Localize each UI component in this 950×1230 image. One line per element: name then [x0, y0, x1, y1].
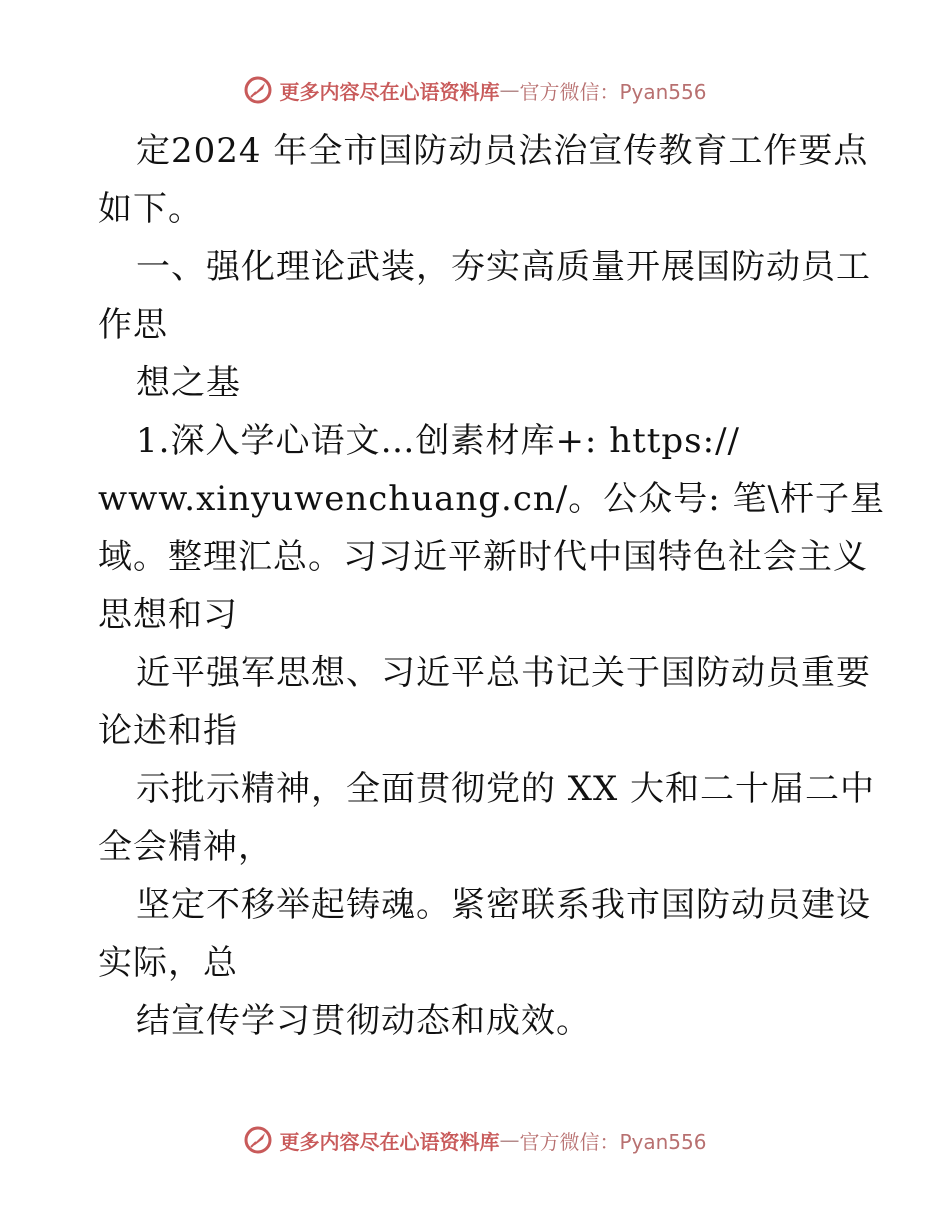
footer-watermark-banner [0, 1120, 950, 1160]
section-heading-line: 一、强化理论武装，夯实高质量开展国防动员工 [136, 247, 871, 287]
banner-separator: — [499, 78, 520, 102]
text-line: 坚定不移举起铸魂。紧密联系我市国防动员建设 [136, 885, 871, 925]
quill-logo-icon [243, 1125, 273, 1155]
quill-logo-icon [243, 75, 273, 105]
text-line: 论述和指 [98, 711, 238, 751]
text-line: 1.深入学心语文…创素材库+: https:// [136, 421, 740, 461]
text-line: 思想和习 [98, 595, 238, 635]
banner-separator: — [499, 1128, 520, 1152]
banner-main-text: 更多内容尽在心语资料库 [279, 1129, 500, 1154]
text-line: 域。整理汇总。习习近平新时代中国特色社会主义 [98, 537, 868, 577]
text-line: www.xinyuwenchuang.cn/。公众号: 笔\杆子星 [98, 479, 885, 519]
text-line: 全会精神， [98, 827, 273, 867]
text-line: 如下。 [98, 189, 203, 229]
text-line: 作思 [98, 305, 168, 345]
banner-wechat-text: 官方微信：Pyan556 [519, 1129, 707, 1154]
document-body [98, 122, 885, 1050]
banner-wechat-text: 官方微信：Pyan556 [519, 79, 707, 104]
text-line: 结宣传学习贯彻动态和成效。 [136, 1001, 591, 1041]
text-line: 想之基 [136, 363, 241, 403]
banner-main-text: 更多内容尽在心语资料库 [279, 79, 500, 104]
header-watermark-banner [0, 70, 950, 110]
text-line: 实际，总 [98, 943, 238, 983]
text-line: 定2024 年全市国防动员法治宣传教育工作要点 [136, 131, 869, 171]
text-line: 示批示精神，全面贯彻党的 XX 大和二十届二中 [136, 769, 876, 809]
text-line: 近平强军思想、习近平总书记关于国防动员重要 [136, 653, 871, 693]
